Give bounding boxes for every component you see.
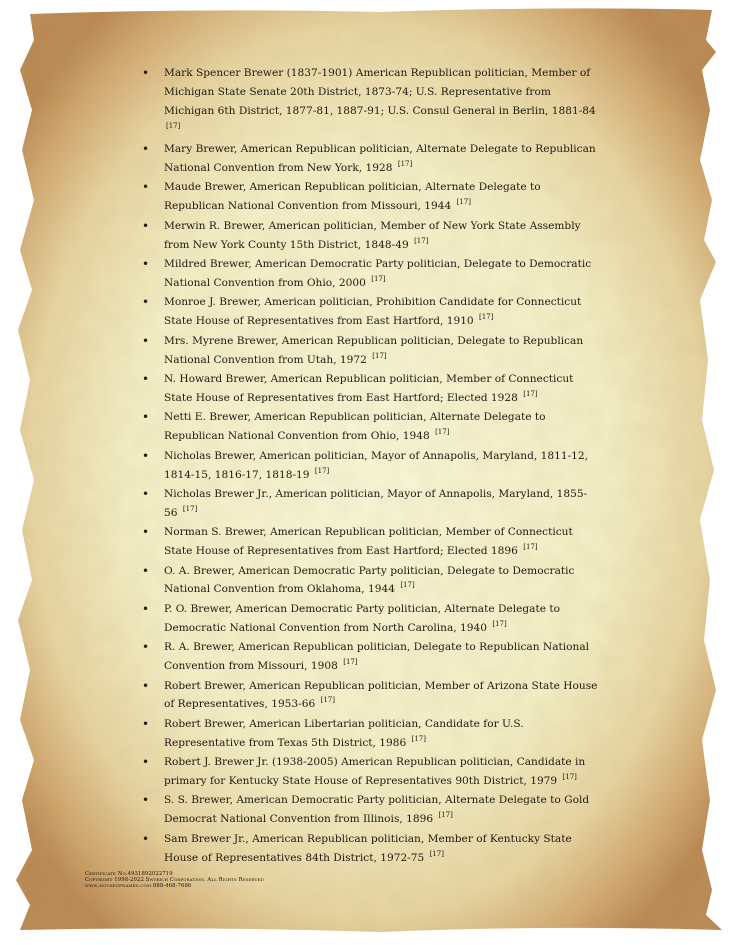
entry-text: Robert J. Brewer Jr. (1938-2005) American Republican politician, Candidate in primary for Kentucky State House of Representatives 90th District, 1979: [164, 756, 586, 788]
entry-text: Netti E. Brewer, American Republican politician, Alternate Delegate to Republican National Convention from Ohio, 1948: [164, 411, 546, 443]
citation-reference: [17]: [523, 389, 538, 398]
list-item: [140, 600, 600, 638]
entry-text: Robert Brewer, American Republican politician, Member of Arizona State House of Representatives, 1953-66: [164, 679, 598, 711]
citation-reference: [17]: [166, 121, 181, 130]
citation-reference: [17]: [397, 160, 413, 169]
citation-reference: [17]: [371, 274, 386, 283]
citation-reference: [17]: [414, 236, 429, 245]
entry-text: Nicholas Brewer Jr., American politician, Mayor of Annapolis, Maryland, 1855-56: [164, 487, 588, 519]
citation-reference: [17]: [182, 504, 198, 513]
list-item: [140, 638, 600, 676]
citation-reference: [17]: [438, 811, 453, 820]
citation-reference: [17]: [562, 773, 577, 782]
entry-text: Merwin R. Brewer, American politician, Member of New York State Assembly from New York County 15th District, 1848-49: [164, 219, 581, 251]
entry-text: S. S. Brewer, American Democratic Party politician, Alternate Delegate to Gold Democrat National Convention from Illinois, 1896: [164, 794, 590, 826]
entry-text: Sam Brewer Jr., American Republican politician, Member of Kentucky State House of Representatives 84th District, 1972-75: [164, 832, 572, 864]
list-item: [140, 791, 600, 829]
citation-reference: [17]: [343, 658, 358, 667]
list-item: [140, 370, 600, 408]
list-item: [140, 408, 600, 446]
entry-text: Mrs. Myrene Brewer, American Republican politician, Delegate to Republican National Convention from Utah, 1972: [164, 334, 584, 366]
citation-reference: [17]: [435, 428, 450, 437]
citation-reference: [17]: [372, 351, 387, 360]
citation-reference: [17]: [411, 734, 426, 743]
list-item: [140, 64, 600, 140]
list-item: [140, 332, 600, 370]
list-item: [140, 753, 600, 791]
entry-text: Mary Brewer, American Republican politician, Alternate Delegate to Republican National Convention from New York, 1928: [164, 143, 596, 175]
list-item: [140, 830, 600, 868]
entry-text: Maude Brewer, American Republican politician, Alternate Delegate to Republican National Convention from Missouri, 1944: [164, 181, 541, 213]
citation-reference: [17]: [479, 313, 494, 322]
citation-reference: [17]: [456, 198, 471, 207]
citation-reference: [17]: [523, 543, 538, 552]
citation-reference: [17]: [320, 696, 335, 705]
list-item: [140, 178, 600, 216]
list-item: [140, 715, 600, 753]
entry-text: Monroe J. Brewer, American politician, Prohibition Candidate for Connecticut State House of Representatives from East Hartford, 1910: [164, 296, 582, 328]
list-item: [140, 293, 600, 331]
list-item: [140, 140, 600, 178]
politician-entry-list: [140, 64, 600, 868]
entry-text: Nicholas Brewer, American politician, Mayor of Annapolis, Maryland, 1811-12, 1814-15, 1816-17, 1818-19: [164, 449, 589, 481]
entries-container: [140, 64, 600, 868]
list-item: [140, 485, 600, 523]
list-item: [140, 447, 600, 485]
citation-reference: [17]: [492, 619, 507, 628]
entry-text: Mark Spencer Brewer (1837-1901) American Republican politician, Member of Michigan State Senate 20th District, 1873-74; U.S. Representative from Michigan 6th District, 1877-81, 1887-91; U.S. Consul General in Berlin, 1881-84: [164, 67, 596, 117]
certificate-number: Certificate No.4931892022719: [85, 871, 173, 877]
list-item: [140, 217, 600, 255]
entry-text: R. A. Brewer, American Republican politician, Delegate to Republican National Convention from Missouri, 1908: [164, 641, 590, 673]
entry-text: N. Howard Brewer, American Republican politician, Member of Connecticut State House of Representatives from East Hartford; Elected 1928: [164, 373, 574, 404]
copyright-notice: Copyright 1998-2022 Swyrich Corporation. All Rights Reserved: [85, 877, 264, 884]
list-item: [140, 677, 600, 715]
citation-reference: [17]: [429, 849, 444, 858]
entry-text: P. O. Brewer, American Democratic Party politician, Alternate Delegate to Democratic National Convention from North Carolina, 1940: [164, 602, 561, 634]
citation-reference: [17]: [400, 581, 415, 590]
entry-text: Norman S. Brewer, American Republican politician, Member of Connecticut State House of Representatives from East Hartford; Elected 1896: [164, 526, 573, 558]
website-contact: www.houseofnames.com 888-468-7686: [85, 883, 192, 890]
entry-text: O. A. Brewer, American Democratic Party politician, Delegate to Democratic National Convention from Oklahoma, 1944: [164, 564, 575, 596]
citation-reference: [17]: [314, 466, 330, 475]
entry-text: Mildred Brewer, American Democratic Party politician, Delegate to Democratic National Convention from Ohio, 2000: [164, 258, 592, 289]
list-item: [140, 562, 600, 600]
entry-text: Robert Brewer, American Libertarian politician, Candidate for U.S. Representative from Texas 5th District, 1986: [164, 717, 524, 749]
list-item: [140, 255, 600, 293]
list-item: [140, 523, 600, 561]
certificate-footer: [85, 871, 264, 890]
